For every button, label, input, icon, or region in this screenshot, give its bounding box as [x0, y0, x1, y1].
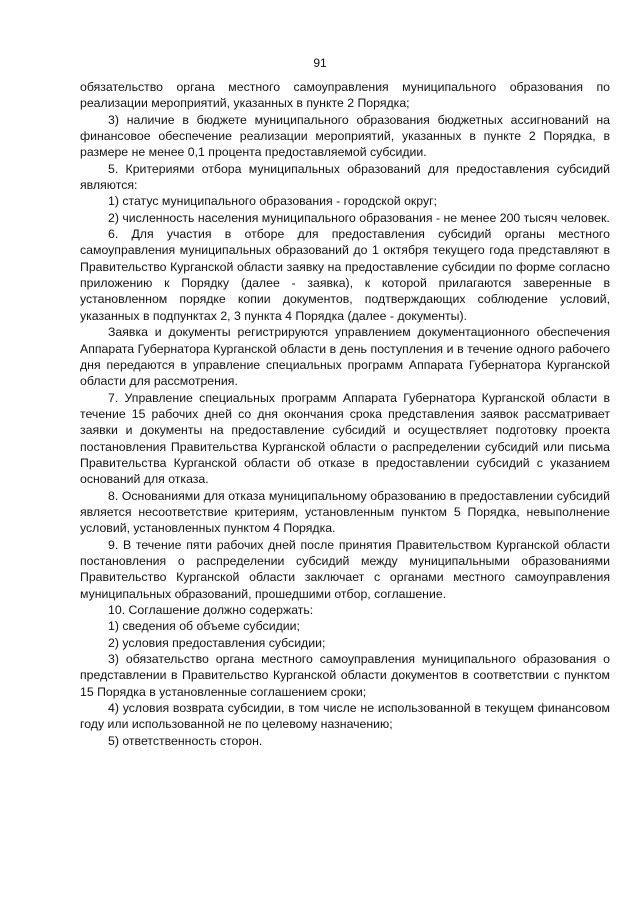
- paragraph-clause-9: 9. В течение пяти рабочих дней после принятия Правительством Курганской области постановления о распределении субсидий между муниципальными образованиями Правительство Курганской области заключает с органами местного самоуправления муниципальных образований, прошедшими отбор, соглашение.: [80, 537, 610, 601]
- paragraph-clause-7: 7. Управление специальных программ Аппарата Губернатора Курганской области в течение 15 рабочих дней со дня окончания срока представления заявок рассматривает заявки и документы на предоставление субсидий и осуществляет подготовку проекта постановления Правительства Курганской области о распределении субсидий или письма Правительства Курганской области об отказе в предоставлении субсидий с указанием оснований для отказа.: [80, 390, 610, 487]
- page-number: 91: [313, 56, 327, 70]
- document-body: [80, 79, 610, 749]
- paragraph-clause-6-registration: Заявка и документы регистрируются управлением документационного обеспечения Аппарата Губернатора Курганской области в день поступления и в течение одного рабочего дня передаются в управление специальных программ Аппарата Губернатора Курганской области для рассмотрения.: [80, 325, 610, 389]
- paragraph-clause-5-item-1: 1) статус муниципального образования - городской округ;: [108, 194, 438, 209]
- paragraph-clause-8: 8. Основаниями для отказа муниципальному образованию в предоставлении субсидий является несоответствие критериям, установленным пунктом 5 Порядка, невыполнение условий, установленных пунктом 4 Порядка.: [80, 488, 610, 536]
- paragraph-clause-10-item-5: 5) ответственность сторон.: [108, 733, 263, 748]
- paragraph-clause-10-item-4: 4) условия возврата субсидии, в том числе не использованной в текущем финансовом году или использованной не по целевому назначению;: [80, 701, 610, 732]
- paragraph-clause-5-item-2: 2) численность населения муниципального образования - не менее 200 тысяч человек.: [108, 210, 610, 225]
- paragraph-continuation: обязательство органа местного самоуправления муниципального образования по реализации мероприятий, указанных в пункте 2 Порядка;: [80, 80, 610, 111]
- paragraph-subitem-3-budget: 3) наличие в бюджете муниципального образования бюджетных ассигнований на финансовое обеспечение реализации мероприятий, указанных в пункте 2 Порядка, в размере не менее 0,1 процента предоставляемой субсидии.: [80, 112, 610, 160]
- paragraph-clause-6: 6. Для участия в отборе для предоставления субсидий органы местного самоуправления муниципальных образований до 1 октября текущего года представляют в Правительство Курганской области заявку на предоставление субсидии по форме согласно приложению к Порядку (далее - заявка), к которой прилагаются заверенные в установленном порядке копии документов, подтверждающих соблюдение условий, указанных в подпунктах 2, 3 пункта 4 Порядка (далее - документы).: [80, 227, 610, 323]
- paragraph-clause-10-item-3: 3) обязательство органа местного самоуправления муниципального образования о представлении в Правительство Курганской области документов в соответствии с пунктом 15 Порядка в установленные соглашением сроки;: [80, 652, 610, 699]
- paragraph-clause-10-item-2: 2) условия предоставления субсидии;: [108, 635, 326, 650]
- paragraph-clause-10-item-1: 1) сведения об объеме субсидии;: [108, 619, 300, 634]
- paragraph-clause-5: 5. Критериями отбора муниципальных образований для предоставления субсидий являются:: [80, 161, 610, 193]
- paragraph-clause-10: 10. Соглашение должно содержать:: [108, 603, 314, 617]
